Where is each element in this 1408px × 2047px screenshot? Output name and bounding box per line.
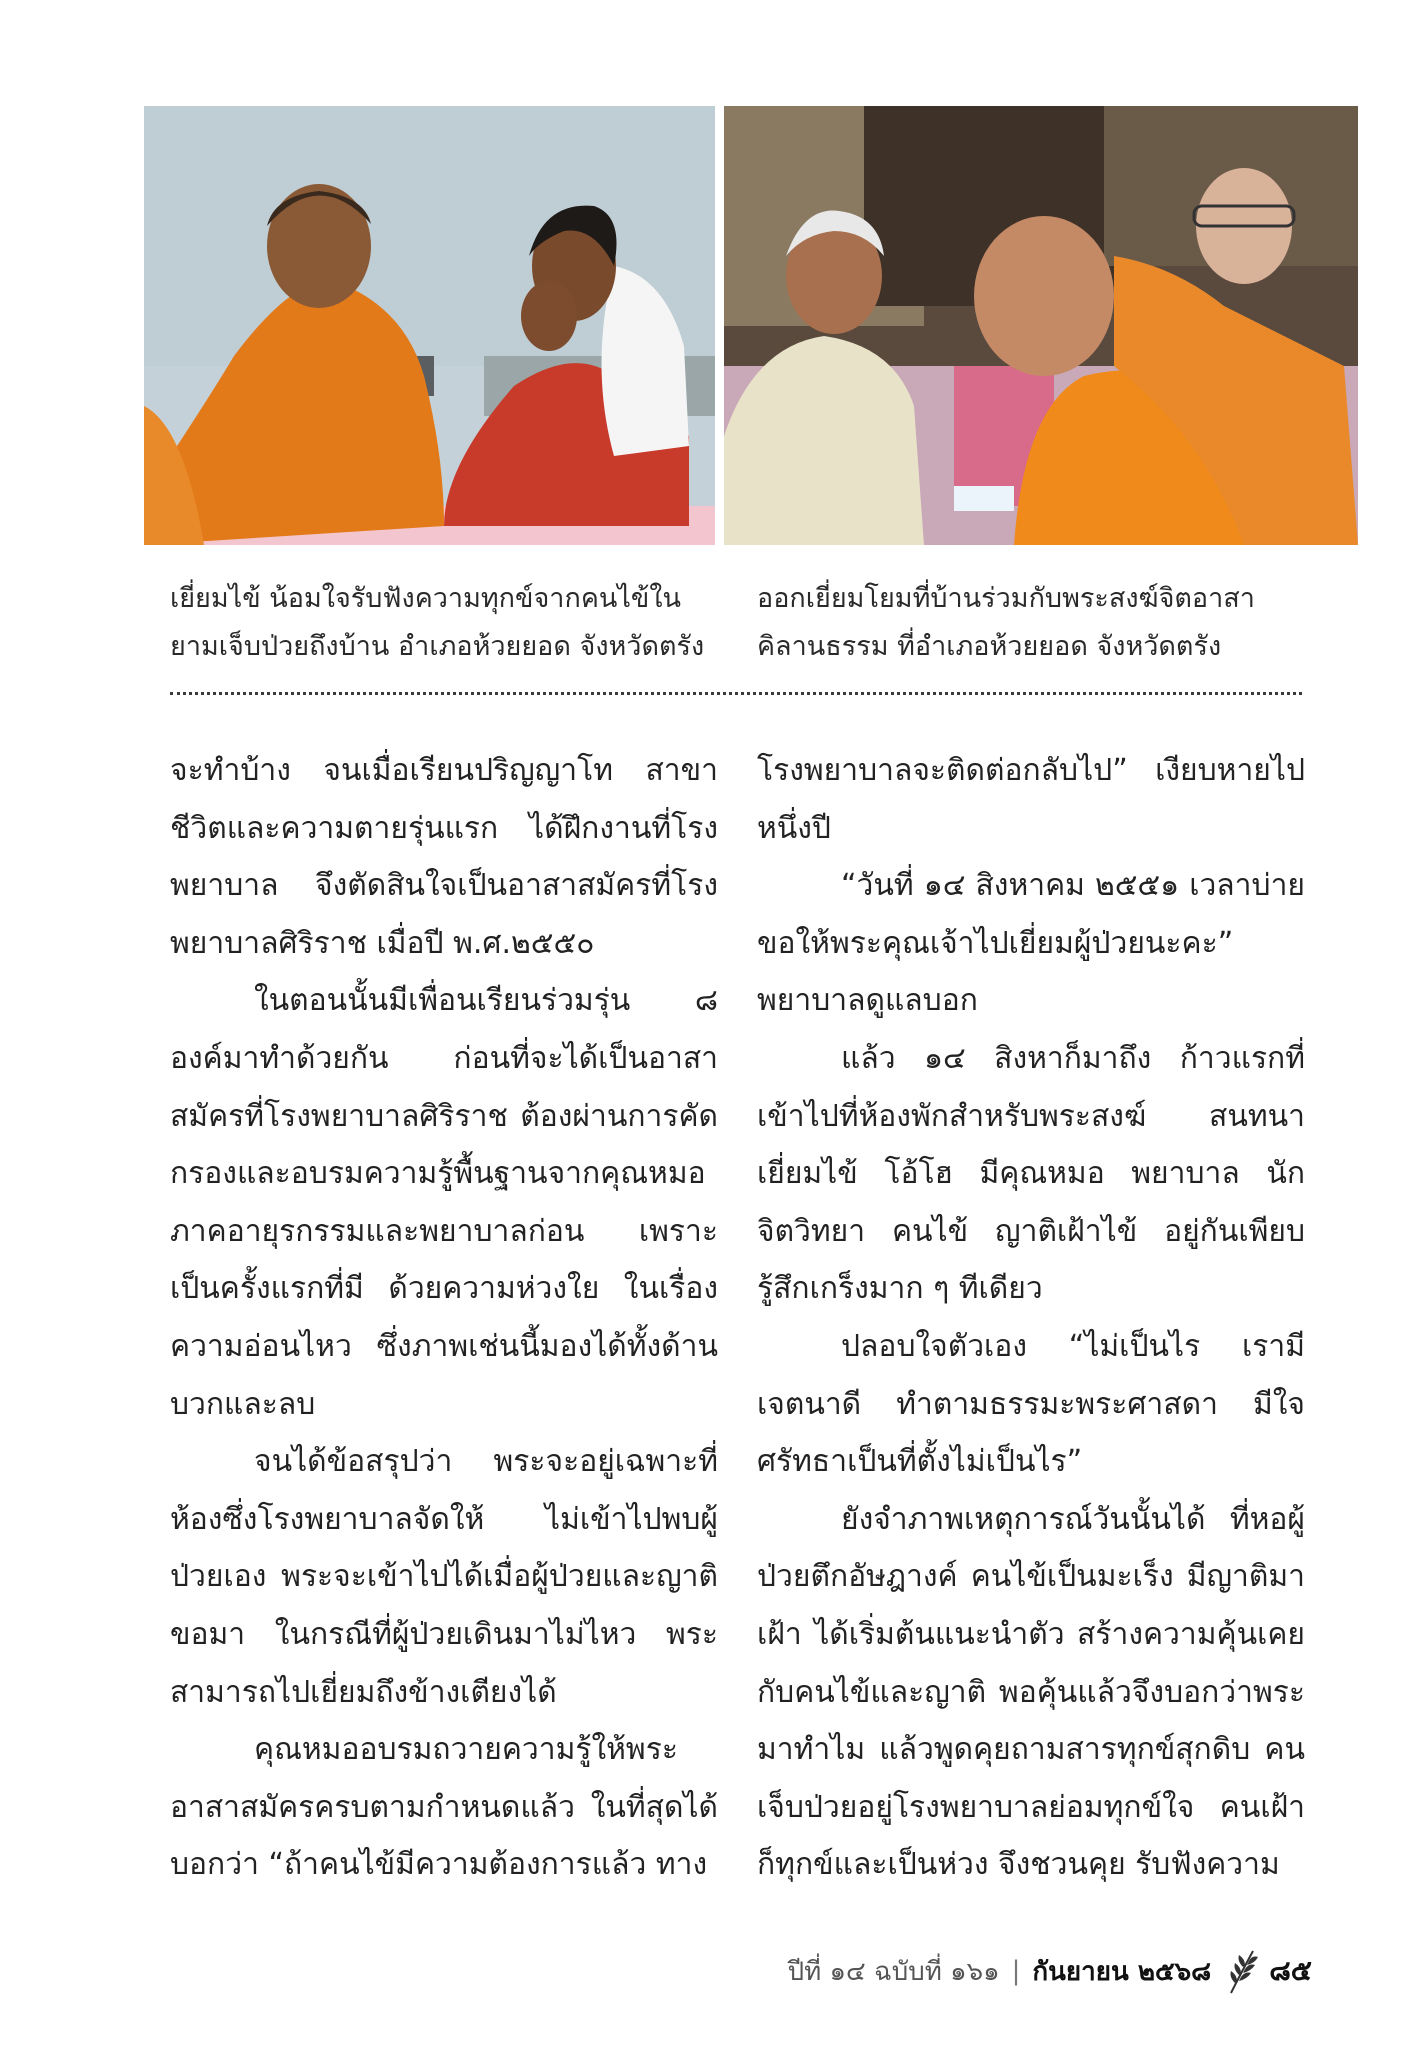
paragraph: คุณหมออบรมถวายความรู้ให้พระอาสาสมัครครบตามกำหนดแล้ว ในที่สุดได้บอกว่า “ถ้าคนไข้มีความต้องการแล้ว ทาง <box>170 1732 718 1883</box>
dotted-divider <box>170 692 1302 695</box>
photo-monk-visiting-patient <box>144 106 715 545</box>
wheat-ear-icon <box>1225 1947 1259 1995</box>
paragraph: ยังจำภาพเหตุการณ์วันนั้นได้ ที่หอผู้ป่วยตึกอัษฎางค์ คนไข้เป็นมะเร็ง มีญาติมาเฝ้า ได้เริ่มต้นแนะนำตัว สร้างความคุ้นเคยกับคนไข้และญาติ พอคุ้นแล้วจึงบอกว่าพระมาทำไม แล้วพูดคุยถามสารทุกข์สุกดิบ คนเจ็บป่วยอยู่โรงพยาบาลย่อมทุกข์ใจ คนเฝ้าก็ทุกข์และเป็นห่วง จึงชวนคุย รับฟังความ <box>757 1501 1305 1883</box>
page-number: ๘๕ <box>1269 1954 1312 1987</box>
paragraph: ปลอบใจตัวเอง “ไม่เป็นไร เรามีเจตนาดี ทำตามธรรมะพระศาสดา มีใจศรัทธาเป็นที่ตั้งไม่เป็นไร” <box>757 1328 1305 1480</box>
paragraph: จนได้ข้อสรุปว่า พระจะอยู่เฉพาะที่ห้องซึ่งโรงพยาบาลจัดให้ ไม่เข้าไปพบผู้ป่วยเอง พระจะเข้าไปได้เมื่อผู้ป่วยและญาติขอมา ในกรณีที่ผู้ป่วยเดินมาไม่ไหว พระสามารถไปเยี่ยมถึงข้างเตียงได้ <box>170 1444 718 1710</box>
photo-monks-visiting-elder <box>724 106 1358 545</box>
paragraph: แล้ว ๑๔ สิงหาก็มาถึง ก้าวแรกที่เข้าไปที่ห้องพักสำหรับพระสงฆ์ สนทนาเยี่ยมไข้ โอ้โฮ มีคุณหมอ พยาบาล นักจิตวิทยา คนไข้ ญาติเฝ้าไข้ อยู่กันเพียบ รู้สึกเกร็งมาก ๆ ทีเดียว <box>757 1040 1305 1307</box>
paragraph: “วันที่ ๑๔ สิงหาคม ๒๕๕๑ เวลาบ่าย ขอให้พระคุณเจ้าไปเยี่ยมผู้ป่วยนะคะ” พยาบาลดูแลบอก <box>757 868 1305 1019</box>
photo-left-illustration <box>144 106 715 545</box>
issue-label: ปีที่ ๑๔ ฉบับที่ ๑๖๑ <box>787 1956 1000 1987</box>
paragraph: ในตอนนั้นมีเพื่อนเรียนร่วมรุ่น ๘ องค์มาทำด้วยกัน ก่อนที่จะได้เป็นอาสาสมัครที่โรงพยาบาลศิริราช ต้องผ่านการคัดกรองและอบรมความรู้พื้นฐานจากคุณหมอภาคอายุรกรรมและพยาบาลก่อน เพราะเป็นครั้งแรกที่มี ด้วยความห่วงใย ในเรื่องความอ่อนไหว ซึ่งภาพเช่นนี้มองได้ทั้งด้านบวกและลบ <box>170 983 718 1422</box>
photo-right-illustration <box>724 106 1358 545</box>
article-column-left <box>170 742 718 1894</box>
paragraph: จะทำบ้าง จนเมื่อเรียนปริญญาโท สาขาชีวิตและความตายรุ่นแรก ได้ฝึกงานที่โรงพยาบาล จึงตัดสินใจเป็นอาสาสมัครที่โรงพยาบาลศิริราช เมื่อปี พ.ศ.๒๕๕๐ <box>170 753 718 961</box>
issue-date: กันยายน ๒๕๖๘ <box>1032 1956 1212 1987</box>
paragraph: โรงพยาบาลจะติดต่อกลับไป” เงียบหายไปหนึ่งปี <box>757 753 1305 846</box>
page-footer <box>788 1946 1312 1996</box>
article-column-right <box>757 742 1305 1894</box>
footer-separator: | <box>1011 1956 1021 1986</box>
photo-caption-right: ออกเยี่ยมโยมที่บ้านร่วมกับพระสงฆ์จิตอาสา คิลานธรรม ที่อำเภอห้วยยอด จังหวัดตรัง <box>757 583 1255 662</box>
photo-caption-left: เยี่ยมไข้ น้อมใจรับฟังความทุกข์จากคนไข้ในยามเจ็บป่วยถึงบ้าน อำเภอห้วยยอด จังหวัดตรัง <box>170 583 705 662</box>
